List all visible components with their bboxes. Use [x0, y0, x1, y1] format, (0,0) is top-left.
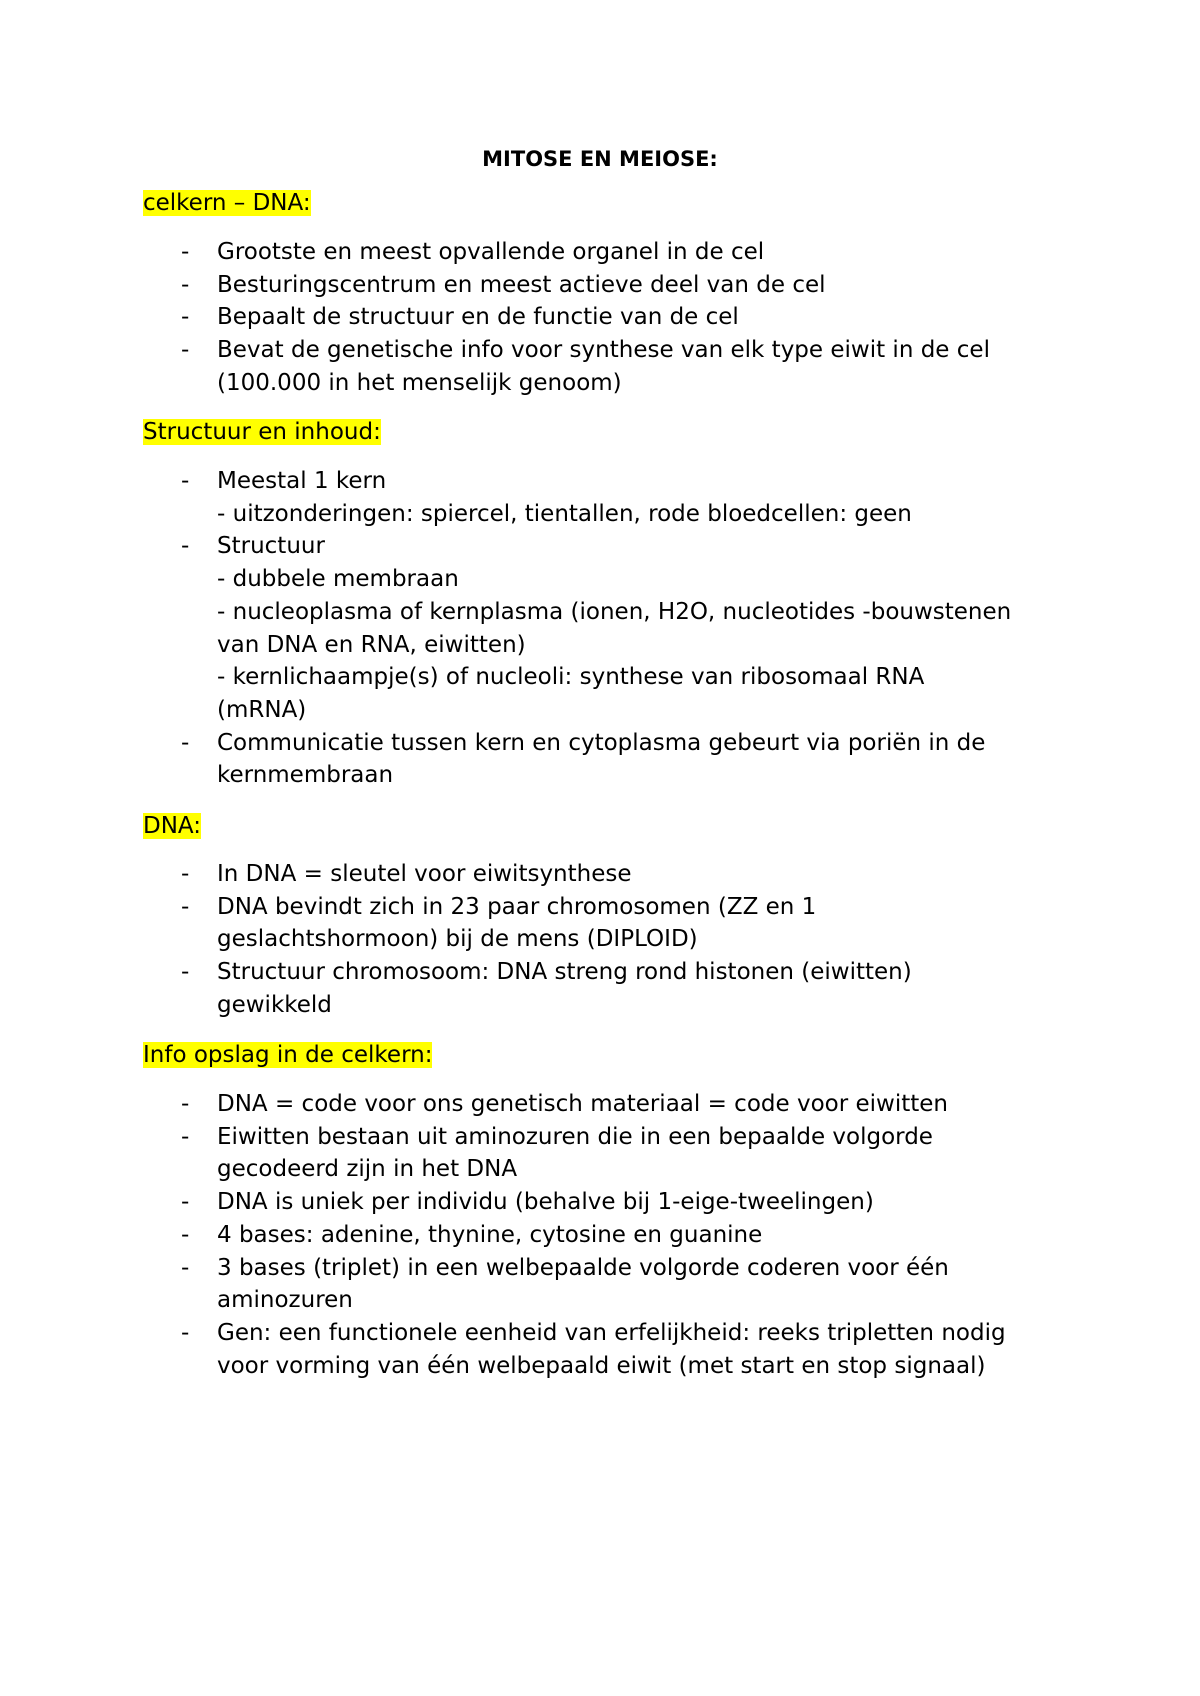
list-item-line: aminozuren — [217, 1287, 353, 1314]
list-item — [143, 1186, 1083, 1219]
list-item-line: Besturingscentrum en meest actieve deel van de cel — [217, 271, 826, 298]
bullet-dash: - — [181, 729, 190, 756]
bullet-dash: - — [181, 893, 190, 920]
list-item-line: (100.000 in het menselijk genoom) — [217, 369, 622, 396]
bullet-dash: - — [181, 861, 190, 887]
bullet-dash: - — [181, 1091, 190, 1117]
list-item-line: Eiwitten bestaan uit aminozuren die in een bepaalde volgorde — [217, 1123, 933, 1150]
bullet-dash: - — [181, 959, 190, 986]
list-item-line: - uitzonderingen: spiercel, tientallen, rode bloedcellen: geen — [217, 500, 912, 527]
bullet-dash: - — [181, 239, 190, 265]
bullet-dash: - — [181, 533, 190, 560]
list-item-line: - nucleoplasma of kernplasma (ionen, H2O, nucleotides -bouwstenen — [217, 598, 1012, 625]
highlighted-heading: Info opslag in de celkern: — [143, 1042, 433, 1068]
list-item — [143, 530, 1083, 726]
list-item — [143, 891, 1083, 956]
list-item-line: 3 bases (triplet) in een welbepaalde volgorde coderen voor één — [217, 1254, 949, 1281]
list-item-line: gewikkeld — [217, 991, 332, 1018]
list-item — [143, 1219, 1083, 1252]
list-item-line: Communicatie tussen kern en cytoplasma gebeurt via poriën in de — [217, 729, 986, 756]
list-item-line: DNA = code voor ons genetisch materiaal = code voor eiwitten — [217, 1091, 948, 1117]
highlighted-heading: Structuur en inhoud: — [143, 419, 381, 445]
list-item-line: (mRNA) — [217, 696, 307, 723]
list-item — [143, 269, 1083, 302]
bullet-dash: - — [181, 337, 190, 364]
list-item-line: In DNA = sleutel voor eiwitsynthese — [217, 861, 632, 887]
list-item — [143, 334, 1083, 399]
list-item-line: Bevat de genetische info voor synthese van elk type eiwit in de cel — [217, 337, 990, 364]
bullet-dash: - — [181, 1123, 190, 1150]
bullet-list-dna — [143, 858, 1083, 1022]
bullet-list-celkern — [143, 236, 1083, 400]
list-item-line: 4 bases: adenine, thynine, cytosine en guanine — [217, 1221, 763, 1248]
list-item — [143, 727, 1083, 792]
document-title: MITOSE EN MEIOSE: — [482, 147, 718, 171]
highlighted-heading: celkern – DNA: — [143, 190, 311, 216]
bullet-dash: - — [181, 1319, 190, 1346]
bullet-dash: - — [181, 304, 190, 331]
list-item-line: gecodeerd zijn in het DNA — [217, 1156, 518, 1183]
list-item-line: Structuur — [217, 533, 325, 560]
list-item-line: voor vorming van één welbepaald eiwit (met start en stop signaal) — [217, 1352, 986, 1379]
list-item-line: Meestal 1 kern — [217, 468, 387, 494]
list-item-line: - dubbele membraan — [217, 566, 459, 593]
bullet-dash: - — [181, 1189, 190, 1216]
list-item-line: - kernlichaampje(s) of nucleoli: synthese van ribosomaal RNA — [217, 664, 925, 691]
list-item-line: geslachtshormoon) bij de mens (DIPLOID) — [217, 926, 698, 953]
list-item — [143, 956, 1083, 1021]
list-item-line: Grootste en meest opvallende organel in de cel — [217, 239, 765, 265]
list-item-line: Gen: een functionele eenheid van erfelijkheid: reeks tripletten nodig — [217, 1319, 1006, 1346]
list-item — [143, 858, 1083, 891]
list-item — [143, 465, 1083, 530]
section-heading-celkern — [143, 187, 311, 220]
bullet-dash: - — [181, 1221, 190, 1248]
highlighted-heading: DNA: — [143, 813, 201, 839]
list-item — [143, 1121, 1083, 1186]
section-heading-structuur — [143, 416, 381, 449]
bullet-dash: - — [181, 468, 190, 494]
list-item — [143, 1088, 1083, 1121]
list-item-line: van DNA en RNA, eiwitten) — [217, 631, 526, 658]
section-heading-info-opslag — [143, 1039, 432, 1072]
list-item-line: DNA bevindt zich in 23 paar chromosomen (ZZ en 1 — [217, 893, 817, 920]
list-item-line: Structuur chromosoom: DNA streng rond histonen (eiwitten) — [217, 959, 912, 986]
list-item-line: Bepaalt de structuur en de functie van de cel — [217, 304, 739, 331]
list-item-line: kernmembraan — [217, 762, 394, 789]
list-item — [143, 1317, 1083, 1382]
bullet-dash: - — [181, 1254, 190, 1281]
section-heading-dna — [143, 810, 201, 843]
list-item-line: DNA is uniek per individu (behalve bij 1-eige-tweelingen) — [217, 1189, 874, 1216]
list-item — [143, 1252, 1083, 1317]
bullet-list-info-opslag — [143, 1088, 1083, 1382]
bullet-list-structuur — [143, 465, 1083, 792]
list-item — [143, 301, 1083, 334]
bullet-dash: - — [181, 271, 190, 298]
list-item — [143, 236, 1083, 269]
